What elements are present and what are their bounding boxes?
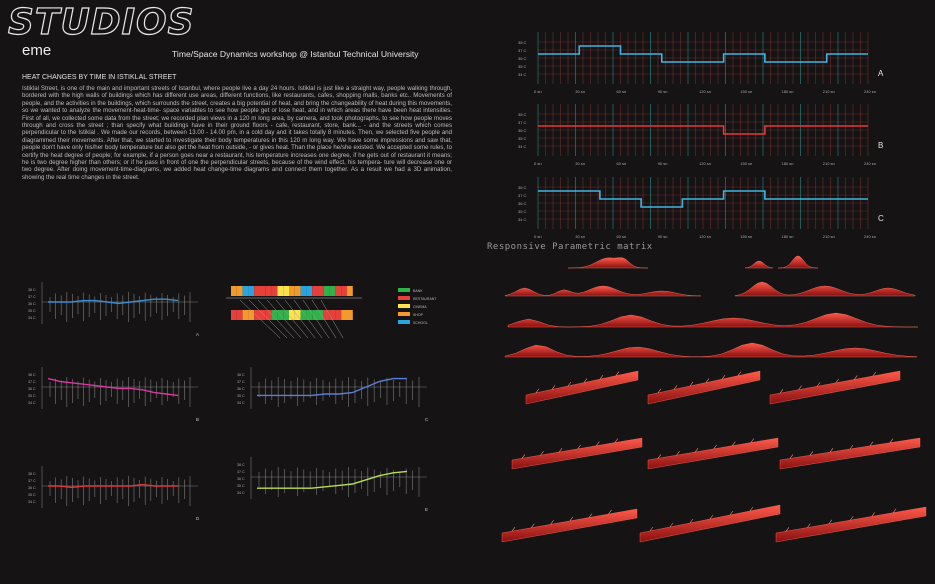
y-tick-label: 35 C	[237, 394, 245, 398]
x-tick-label: 60 sn	[616, 89, 627, 94]
small-chart-e	[237, 457, 428, 512]
x-tick-label: 90 sn	[657, 161, 668, 166]
strip-cell	[231, 310, 237, 320]
x-tick-label: 180 sn	[781, 234, 794, 239]
small-chart-d	[28, 466, 200, 521]
y-tick-label: 37 C	[518, 120, 527, 125]
small-chart-c	[237, 367, 429, 422]
y-tick-label: 38 C	[518, 112, 527, 117]
surface-slab	[648, 371, 760, 404]
y-tick-label: 38 C	[28, 373, 36, 377]
y-tick-label: 36 C	[237, 387, 245, 391]
x-tick-label: 90 sn	[657, 234, 668, 239]
x-tick-label: 120 sn	[699, 89, 712, 94]
surface-slab	[780, 438, 920, 469]
y-tick-label: 34 C	[518, 144, 527, 149]
x-tick-label: 120 sn	[699, 161, 712, 166]
small-chart-a	[28, 282, 199, 337]
big-charts	[518, 32, 884, 239]
strip-cell	[254, 286, 260, 296]
y-tick-label: 35 C	[237, 484, 245, 488]
y-tick-label: 35 C	[28, 493, 36, 497]
y-tick-label: 37 C	[237, 470, 245, 474]
y-tick-label: 37 C	[518, 48, 527, 53]
strip-cell	[347, 286, 353, 296]
chart-letter: B	[878, 141, 884, 150]
strip-cell	[248, 286, 254, 296]
x-tick-label: 240 sn	[864, 161, 877, 166]
surface-slab	[526, 371, 638, 404]
legend-swatch	[398, 312, 410, 316]
big-chart-b	[518, 104, 883, 166]
strip-cell	[295, 286, 301, 296]
x-tick-label: 180 sn	[781, 89, 794, 94]
legend-item	[398, 304, 427, 309]
x-tick-label: 90 sn	[657, 89, 668, 94]
strip-cell	[335, 286, 341, 296]
y-tick-label: 38 C	[237, 373, 245, 377]
strip-cell	[301, 286, 307, 296]
x-tick-label: 30 sn	[575, 161, 586, 166]
y-tick-label: 35 C	[518, 209, 527, 214]
y-tick-label: 38 C	[28, 288, 36, 292]
y-tick-label: 36 C	[518, 201, 527, 206]
x-tick-label: 150 sn	[740, 161, 753, 166]
y-tick-label: 37 C	[237, 380, 245, 384]
y-tick-label: 34 C	[237, 401, 245, 405]
x-tick-label: 120 sn	[699, 234, 712, 239]
eme-label: eme	[22, 42, 52, 59]
strip-cell	[260, 310, 266, 320]
parametric-matrix	[502, 256, 926, 542]
legend-item	[398, 296, 437, 301]
chart-letter: A	[196, 332, 200, 337]
matrix-title: Responsive Parametric matrix	[487, 242, 653, 252]
chart-letter: A	[878, 69, 884, 78]
strip-cell	[231, 286, 237, 296]
strip-cell	[335, 310, 341, 320]
x-tick-label: 210 sn	[822, 89, 835, 94]
legend-label: CINEMA	[413, 305, 427, 309]
x-tick-label: 30 sn	[575, 234, 586, 239]
y-tick-label: 38 C	[237, 463, 245, 467]
legend-swatch	[398, 320, 410, 324]
legend-swatch	[398, 288, 410, 292]
legend-swatch	[398, 296, 410, 300]
strip-cell	[283, 310, 289, 320]
activity-strip	[231, 286, 353, 296]
surface-wide	[735, 282, 915, 296]
strip-cell	[347, 310, 353, 320]
surface-slab	[502, 509, 637, 542]
strip-cell	[330, 310, 336, 320]
y-tick-label: 36 C	[28, 387, 36, 391]
strip-cell	[260, 286, 266, 296]
strip-cell	[318, 286, 324, 296]
x-tick-label: 0 sn	[534, 161, 542, 166]
y-tick-label: 38 C	[28, 472, 36, 476]
studios-logo: STUDIOS	[8, 2, 195, 43]
y-tick-label: 34 C	[28, 500, 36, 504]
article-heading: HEAT CHANGES BY TIME IN ISTIKLAL STREET	[22, 74, 177, 81]
strip-cell	[301, 310, 307, 320]
surface-slab	[512, 438, 642, 469]
strip-cell	[318, 310, 324, 320]
surface-wide	[505, 286, 701, 296]
surface-slab	[770, 371, 900, 404]
chart-letter: D	[196, 516, 200, 521]
strip-cell	[272, 286, 278, 296]
x-tick-label: 240 sn	[864, 89, 877, 94]
strip-cell	[306, 286, 312, 296]
y-tick-label: 37 C	[28, 295, 36, 299]
strip-cell	[330, 286, 336, 296]
y-tick-label: 38 C	[518, 40, 527, 45]
legend-item	[398, 288, 423, 293]
y-tick-label: 37 C	[28, 479, 36, 483]
x-tick-label: 240 sn	[864, 234, 877, 239]
big-chart-c	[518, 177, 884, 239]
y-tick-label: 35 C	[518, 64, 527, 69]
strip-cell	[324, 286, 330, 296]
surface-wide	[505, 343, 917, 357]
legend-label: BANK	[413, 289, 423, 293]
strip-cell	[266, 286, 272, 296]
legend-item	[398, 312, 424, 317]
strip-cell	[324, 310, 330, 320]
y-tick-label: 34 C	[237, 491, 245, 495]
surface-small	[568, 258, 648, 268]
activity-strips	[226, 286, 362, 338]
small-charts	[28, 282, 429, 521]
y-tick-label: 35 C	[518, 136, 527, 141]
strip-cell	[341, 286, 347, 296]
x-tick-label: 180 sn	[781, 161, 794, 166]
chart-letter: C	[878, 214, 884, 223]
chart-letter: E	[425, 507, 429, 512]
x-tick-label: 150 sn	[740, 234, 753, 239]
big-chart-a	[518, 32, 884, 94]
x-tick-label: 0 sn	[534, 234, 542, 239]
article-body: Istiklal Street, is one of the main and important streets of Istanbul, where people live a day 24 hours. Istiklal is just like a straight way, people walking through, bordered with the high walls of buildings which has different use areas, different functions, like restaurants, cafes, shopping malls, banks etc.. Movements of people, and the activities in the buildings, which surrounds the street, creates a big potential of heat, and bring the changeability of heat during this movements, so we wanted to analyze the movement-heat-time- space variables to see how people get or lose heat, and in which areas there have been heat intensities. First of all, we collected some data from the street; we recorded plan views in a 120 m long area, by camera, and took photographs, to see how people moves through and cross the street ; than specify what buildings have in their ground floors - cafe, restaurant, store, bank... - and the streets which comes perpendicular to the Istiklal . We made our records, between 13.00 - 14.00 pm, in a cold day and it takes totally 8 minutes. Then, we selected five people and diagrammed their movements. After that, we started to investigate their body temperatures in this 120 m long way. We have some impressions and saw that, people don't have only his/her body temperature but also get the heat from outside, - or gives heat. Than the place he/she existed. We accepted some rules, to certify the heat degree of people; for example, if a person goes near a restaurant, his temperature increases one degree, if he gets out of restaurant it means; he is two degree higher than others; or if he pass in front of one the perpendicular streets, because of the wind effect, his tempera- ture will decrease one or two degree. After doing movement-time-diagrams, we added heat change-time diagrams and connect them together. As a result we had a 3D animation, showing the real time changes in the street.	[22, 85, 452, 181]
y-tick-label: 36 C	[518, 128, 527, 133]
surface-wide	[508, 313, 918, 327]
strip-cell	[243, 286, 249, 296]
x-tick-label: 210 sn	[822, 234, 835, 239]
legend-label: RESTAURANT	[413, 297, 437, 301]
activity-legend	[398, 288, 437, 325]
x-tick-label: 60 sn	[616, 234, 627, 239]
strip-cell	[277, 286, 283, 296]
x-tick-label: 0 sn	[534, 89, 542, 94]
strip-cell	[289, 286, 295, 296]
y-tick-label: 34 C	[28, 316, 36, 320]
y-tick-label: 36 C	[237, 477, 245, 481]
y-tick-label: 36 C	[28, 302, 36, 306]
small-chart-b	[28, 367, 199, 422]
x-tick-label: 30 sn	[575, 89, 586, 94]
series-line	[257, 471, 407, 488]
surface-slab	[648, 438, 778, 469]
strip-cell	[237, 286, 243, 296]
surface-slab	[640, 505, 780, 542]
y-tick-label: 35 C	[28, 394, 36, 398]
y-tick-label: 35 C	[28, 309, 36, 313]
strip-cell	[248, 310, 254, 320]
y-tick-label: 37 C	[518, 193, 527, 198]
y-tick-label: 36 C	[518, 56, 527, 61]
legend-item	[398, 320, 428, 325]
strip-cell	[306, 310, 312, 320]
strip-cell	[283, 286, 289, 296]
y-tick-label: 34 C	[28, 401, 36, 405]
x-tick-label: 60 sn	[616, 161, 627, 166]
x-tick-label: 210 sn	[822, 161, 835, 166]
strip-cell	[312, 286, 318, 296]
strip-cell	[243, 310, 249, 320]
legend-swatch	[398, 304, 410, 308]
legend-label: SCHOOL	[413, 321, 428, 325]
strip-cell	[237, 310, 243, 320]
surface-small	[745, 261, 773, 268]
strip-cell	[341, 310, 347, 320]
y-tick-label: 38 C	[518, 185, 527, 190]
x-tick-label: 150 sn	[740, 89, 753, 94]
legend-label: SHOP	[413, 313, 423, 317]
workshop-title: Time/Space Dynamics workshop @ Istanbul Technical University	[172, 49, 419, 59]
surface-slab	[776, 507, 926, 542]
y-tick-label: 37 C	[28, 380, 36, 384]
series-line	[48, 299, 178, 303]
chart-letter: C	[425, 417, 429, 422]
y-tick-label: 36 C	[28, 486, 36, 490]
y-tick-label: 34 C	[518, 217, 527, 222]
y-tick-label: 34 C	[518, 72, 527, 77]
surface-small	[778, 256, 818, 268]
chart-letter: B	[196, 417, 200, 422]
